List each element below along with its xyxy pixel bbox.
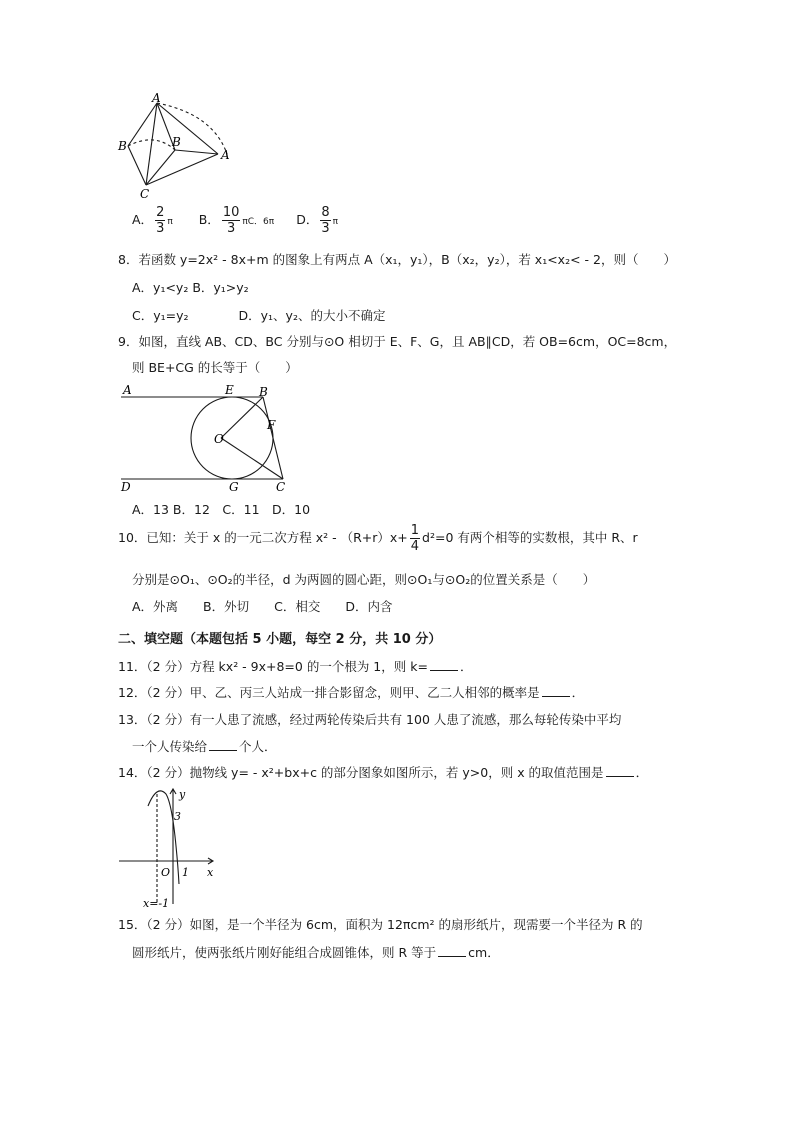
fig9-label-a: A — [123, 383, 132, 397]
q13-line2: 一个人传染给 个人． — [132, 739, 277, 754]
q9-figure — [115, 382, 300, 492]
fig9-label-f: F — [267, 418, 276, 432]
q15-answer-blank — [438, 945, 466, 957]
section-2-title: 二、填空题（本题包括 5 小题，每空 2 分，共 10 分） — [118, 632, 442, 647]
q14-answer-blank — [606, 765, 634, 777]
q8-options-line1: A．y₁<y₂ B．y₁>y₂ — [132, 280, 249, 295]
q8-options-line2: C．y₁=y₂ D．y₁、y₂、的大小不确定 — [132, 308, 386, 323]
q7-options — [132, 206, 338, 235]
q7-figure — [115, 92, 245, 202]
fig9-label-c: C — [276, 480, 286, 492]
q7-option-b: B． $\frac{10}{3}$ πC．6π — [198, 205, 275, 236]
q13-answer-blank — [209, 739, 237, 751]
q10-stem: 10．已知：关于 x 的一元二次方程 x² - （R+r）x+ $\frac{1}{4}$ d²=0 有两个相等的实数根，其中 R、r — [118, 523, 638, 554]
q9-options: A．13 B．12 C．11 D．10 — [132, 502, 311, 517]
q14-figure — [115, 786, 220, 911]
fig7-label-a-right: A — [221, 148, 230, 162]
fig9-label-d: D — [121, 480, 131, 492]
q7-option-a: A． $\frac{2}{3}$ π — [132, 205, 173, 236]
fig9-label-b: B — [259, 385, 268, 399]
q11-answer-blank — [430, 659, 458, 671]
q15-line2: 圆形纸片，使两张纸片刚好能组合成圆锥体，则 R 等于 cm． — [132, 945, 500, 960]
fig14-label-y: y — [179, 788, 186, 801]
q13-line1: 13．（2 分）有一人患了流感，经过两轮传染后共有 100 人患了流感，那么每轮传染中平均 — [118, 712, 622, 727]
q15-line1: 15．（2 分）如图，是一个半径为 6cm，面积为 12πcm² 的扇形纸片，现需要一个半径为 R 的 — [118, 917, 643, 932]
fig7-label-a-top: A — [152, 92, 161, 105]
q11: 11．（2 分）方程 kx² - 9x+8=0 的一个根为 1，则 k= ． — [118, 659, 473, 674]
fig14-label-x: x — [207, 866, 214, 879]
fig14-label-1: 1 — [182, 866, 189, 879]
fig9-label-e: E — [225, 383, 234, 397]
q12: 12．（2 分）甲、乙、丙三人站成一排合影留念，则甲、乙二人相邻的概率是 ． — [118, 685, 585, 700]
fig14-label-xeq: x=-1 — [143, 897, 170, 910]
q10-stem-line2: 分别是⊙O₁、⊙O₂的半径，d 为两圆的圆心距，则⊙O₁与⊙O₂的位置关系是（ ） — [132, 572, 596, 587]
fig9-label-g: G — [229, 480, 239, 492]
q10-options: A．外离 B．外切 C．相交 D．内含 — [132, 599, 393, 614]
fig14-label-o: O — [161, 866, 171, 879]
fig7-label-c: C — [140, 187, 150, 201]
q9-stem-line2: 则 BE+CG 的长等于（ ） — [132, 360, 298, 375]
fig7-label-b-inner: B — [172, 135, 181, 149]
fig9-label-o: O — [214, 432, 224, 446]
q7-option-d: D． $\frac{8}{3}$ π — [296, 205, 339, 236]
q12-answer-blank — [542, 685, 570, 697]
fig7-label-b-left: B — [118, 139, 127, 153]
q9-stem: 9．如图，直线 AB、CD、BC 分别与⊙O 相切于 E、F、G，且 AB∥CD，若 OB=6cm，OC=8cm， — [118, 334, 677, 349]
q8-stem: 8．若函数 y=2x² - 8x+m 的图象上有两点 A（x₁，y₁），B（x₂，y₂），若 x₁<x₂< - 2，则（ ） — [118, 252, 676, 267]
fig14-label-3: 3 — [174, 810, 181, 823]
q14: 14．（2 分）抛物线 y= - x²+bx+c 的部分图象如图所示，若 y>0，则 x 的取值范围是 ． — [118, 765, 649, 780]
